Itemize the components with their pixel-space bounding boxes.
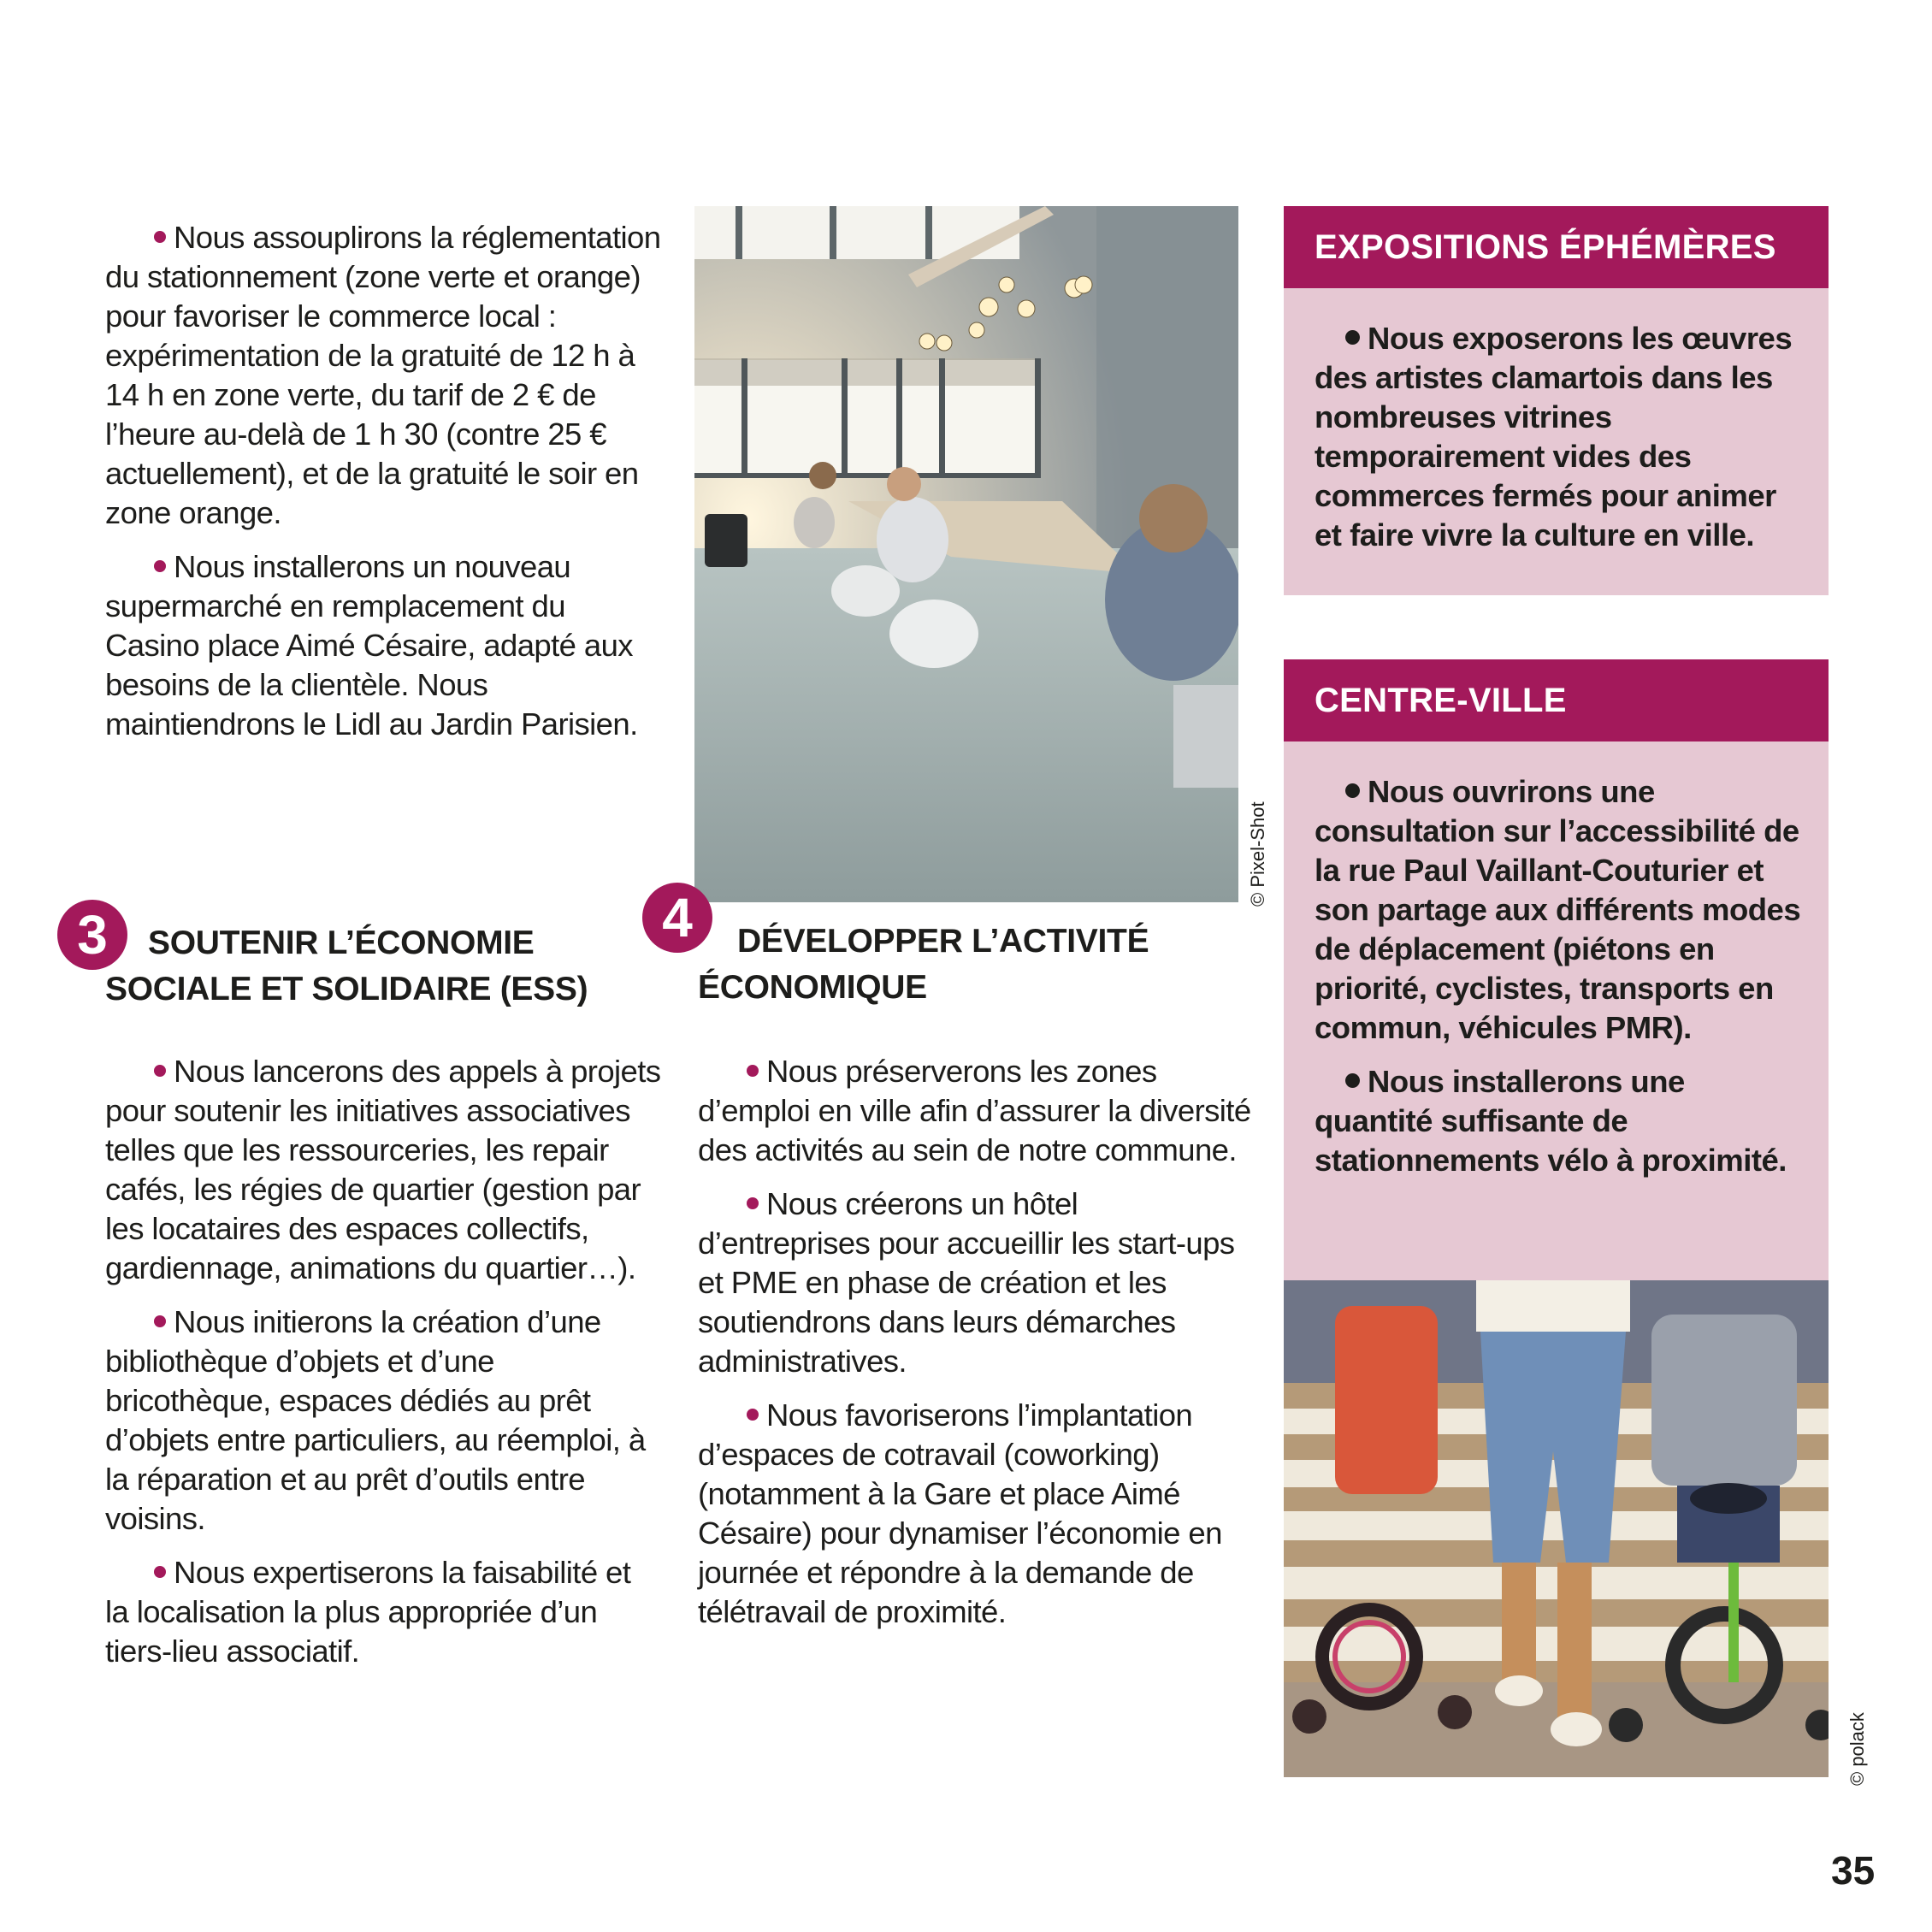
bullet-paragraph: Nous exposerons les œuvres des artistes clamartois dans les nombreuses vitrines temporairement vides des commerces fermés pour animer et faire vivre la culture en ville. [1315, 321, 1793, 552]
bullet-icon [154, 231, 166, 243]
section-3-heading [105, 920, 687, 1013]
section-title-line: SOCIALE ET SOLIDAIRE (ESS) [105, 971, 588, 1007]
bullet-paragraph: Nous lancerons des appels à projets pour soutenir les initiatives associatives telles que les ressourceries, les repair cafés, les régies de quartier (gestion par les locataires des espaces collectifs, gardiennage, animations du quartier…). [105, 1054, 661, 1285]
box-title: EXPOSITIONS ÉPHÉMÈRES [1284, 206, 1829, 288]
bullet-icon [154, 1566, 166, 1578]
bullet-icon [747, 1197, 759, 1209]
intro-text-block [105, 218, 661, 744]
bullet-paragraph: Nous favoriserons l’implantation d’espaces de cotravail (coworking) (notamment à la Gare et place Aimé Césaire) pour dynamiser l’économie en journée et répondre à la demande de télétravail de proximité. [698, 1397, 1222, 1629]
sidebar-box-expositions [1284, 206, 1829, 595]
bullet-icon [747, 1065, 759, 1077]
bullet-icon [1345, 330, 1360, 345]
bullet-icon [154, 1065, 166, 1077]
bullet-icon [154, 1315, 166, 1327]
office-photo-illustration [694, 206, 1238, 902]
photo-credit-office: © Pixel-Shot [1247, 801, 1268, 907]
sidebar-box-centre-ville [1284, 659, 1829, 1280]
bikes-photo-illustration [1284, 1280, 1829, 1777]
bullet-icon [1345, 783, 1360, 798]
bullet-paragraph: Nous assouplirons la réglementation du stationnement (zone verte et orange) pour favoriser le commerce local : expérimentation de la gratuité de 12 h à 14 h en zone verte, du tarif de 2 € de l’heure au-delà de 1 h 30 (contre 25 € actuellement), et de la gratuité le soir en zone orange. [105, 220, 661, 530]
box-title: CENTRE-VILLE [1284, 659, 1829, 741]
bullet-icon [1345, 1073, 1360, 1088]
section-title-line: ÉCONOMIQUE [698, 969, 927, 1006]
bullet-paragraph: Nous ouvrirons une consultation sur l’accessibilité de la rue Paul Vaillant-Couturier et son partage aux différents modes de déplacement (piétons en priorité, cyclistes, transports en commun, véhicules PMR). [1315, 774, 1801, 1045]
section-number-badge: 3 [57, 900, 127, 970]
bullet-paragraph: Nous créerons un hôtel d’entreprises pour accueillir les start-ups et PME en phase de création et les soutiendrons dans leurs démarches administratives. [698, 1186, 1235, 1379]
office-meeting-photo [694, 206, 1238, 902]
bullet-icon [154, 560, 166, 572]
bullet-paragraph: Nous installerons une quantité suffisante de stationnements vélo à proximité. [1315, 1064, 1787, 1178]
bullet-paragraph: Nous installerons un nouveau supermarché en remplacement du Casino place Aimé Césaire, adapté aux besoins de la clientèle. Nous maintiendrons le Lidl au Jardin Parisien. [105, 549, 638, 741]
section-number-badge: 4 [642, 883, 712, 953]
bullet-paragraph: Nous expertiserons la faisabilité et la localisation la plus appropriée d’un tiers-lieu associatif. [105, 1555, 631, 1669]
bullet-icon [747, 1409, 759, 1421]
bullet-paragraph: Nous préserverons les zones d’emploi en ville afin d’assurer la diversité des activités au sein de notre commune. [698, 1054, 1251, 1167]
bullet-paragraph: Nous initierons la création d’une bibliothèque d’objets et d’une bricothèque, espaces dédiés au prêt d’objets entre particuliers, au réemploi, à la réparation et au prêt d’outils entre voisins. [105, 1304, 646, 1536]
box-body [1284, 288, 1829, 595]
section-3-body [105, 1052, 661, 1671]
family-bikes-photo [1284, 1280, 1829, 1777]
photo-credit-bikes: © polack [1846, 1712, 1868, 1786]
section-4-body [698, 1052, 1254, 1632]
section-title-line: DÉVELOPPER L’ACTIVITÉ [737, 923, 1149, 960]
page-number: 35 [1831, 1848, 1876, 1893]
section-title-line: SOUTENIR L’ÉCONOMIE [148, 925, 535, 961]
box-body [1284, 741, 1829, 1280]
section-4-heading [698, 919, 1279, 1011]
